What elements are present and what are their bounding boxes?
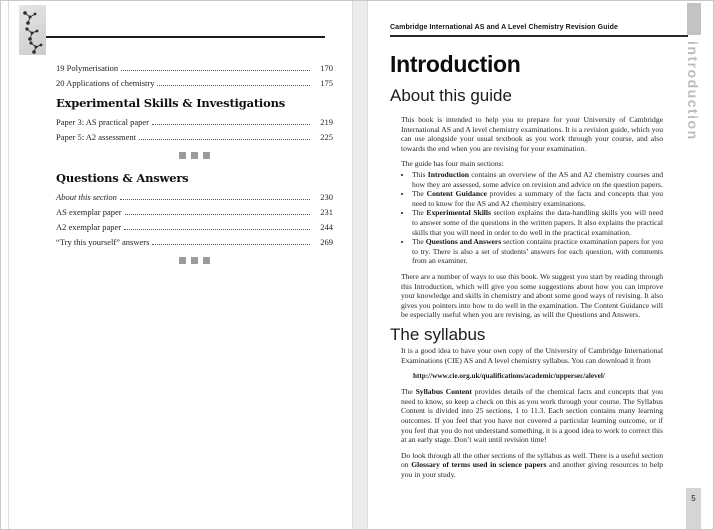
syllabus-heading: The syllabus [390, 324, 486, 344]
toc-entry-page: 175 [320, 78, 333, 88]
toc-entry-page: 231 [320, 207, 333, 217]
toc-entry-label: Paper 5: A2 assessment [56, 132, 137, 142]
bullet-bold: Introduction [427, 169, 469, 179]
separator-square-icon [179, 152, 186, 159]
bullet-text: section explains the data-handling skills you will need to answer some of the questions in the written papers. It also explains the practical skills that you will need in order to do well in the practical examination. [412, 208, 664, 237]
separator-square-icon [203, 257, 210, 264]
section-separator-squares [56, 257, 333, 264]
paragraph-bold: Glossary of terms used in science papers [411, 460, 547, 470]
toc-entry-page: 170 [320, 63, 333, 73]
separator-square-icon [191, 152, 198, 159]
dotted-leader [157, 85, 310, 86]
paragraph-text: Do look through all the other sections of the syllabus as well. There is a useful section on [401, 450, 663, 470]
bullet-bold: Content Guidance [426, 189, 487, 199]
paragraph-glossary [401, 451, 663, 480]
paragraph-about-guide: This book is intended to help you to prepare for your University of Cambridge International AS and A level chemistry examinations. It is a revision guide, which you can use alongside your usual textbook as you work through your course, and also towards the end when you are revising for your examination. [401, 115, 663, 153]
paragraph-syllabus-content [401, 387, 663, 445]
bullet-bold: Questions and Answers [425, 237, 502, 247]
dotted-leader [139, 139, 310, 140]
section-heading-questions-answers: Questions & Answers [56, 171, 189, 185]
toc-row [56, 63, 333, 73]
running-header-rule [390, 35, 688, 37]
toc-entry-page: 225 [320, 132, 333, 142]
bullet-text: The [412, 208, 427, 218]
toc-entry-label: A2 exemplar paper [56, 222, 122, 232]
paragraph-bold: Syllabus Content [415, 387, 472, 397]
page-number: 5 [691, 494, 696, 503]
dotted-leader [152, 124, 310, 125]
dotted-leader [125, 214, 310, 215]
toc-entry-label: About this section [56, 192, 117, 202]
bullet-text: provides a summary of the facts and concepts that you need to know for the AS and A2 chemistry examinations. [412, 189, 663, 208]
separator-square-icon [203, 152, 210, 159]
left-page-contents [9, 1, 352, 530]
section-separator-squares [56, 152, 333, 159]
paragraph-text: The [401, 387, 416, 397]
list-item [412, 208, 663, 237]
list-intro: The guide has four main sections: [401, 159, 504, 169]
edge-tab-block [687, 3, 701, 35]
chapter-title: Introduction [390, 51, 521, 77]
bullet-text: The [412, 237, 426, 247]
right-page-introduction [368, 1, 714, 530]
toc-row [56, 192, 333, 202]
toc-entry-page: 269 [320, 237, 333, 247]
toc-row [56, 222, 333, 232]
toc-row [56, 237, 333, 247]
bullet-bold: Experimental Skills [426, 208, 491, 218]
separator-square-icon [191, 257, 198, 264]
section-subtitle: About this guide [390, 86, 512, 105]
page-number-block [686, 488, 701, 530]
toc-entry-page: 219 [320, 117, 333, 127]
paragraph-text: and another giving resources to help you in your study. [401, 460, 663, 479]
section-heading-experimental-skills: Experimental Skills & Investigations [56, 96, 286, 110]
toc-row [56, 78, 333, 88]
dotted-leader [120, 199, 310, 200]
running-header: Cambridge International AS and A Level Chemistry Revision Guide [390, 24, 619, 31]
toc-entry-label: AS exemplar paper [56, 207, 122, 217]
molecule-ball-stick-graphic [19, 5, 46, 55]
paragraph-text: provides details of the chemical facts and concepts that you need to know, so keep a check on this as you work through your course. The Syllabus Content is divided into 25 sections, 1 to 11.3. Each section contains many learning outcomes. If you feel that you have not covered a particular learning outcome, or if you feel that you do not understand something, it is a good idea to work to correct this at an early stage. Don’t wait until revision time! [401, 387, 663, 445]
toc-entry-label: 20 Applications of chemistry [56, 78, 155, 88]
guide-sections-list [401, 170, 663, 266]
table-of-contents [56, 63, 333, 276]
spread-gutter [352, 1, 368, 530]
list-item [412, 189, 663, 208]
toc-entry-label: “Try this yourself” answers [56, 237, 150, 247]
bullet-text: section contains practice examination papers for you to try. There is also a set of students’ answers for each question, with comments from an examiner. [412, 237, 663, 266]
edge-tab-label: introduction [685, 41, 701, 141]
paragraph-ways-to-use: There are a number of ways to use this book. We suggest you start by reading through this Introduction, which will give you some suggestions about how you can improve your knowledge and skills in chemistry and about some good ways of revising. It also gives you pointers into how to do well in the examination. The Content Guidance will be especially useful when you are revising, as will the Questions and Answers. [401, 271, 663, 320]
molecule-photo [19, 5, 46, 55]
bullet-text: This [412, 169, 428, 179]
paragraph-syllabus-copy: It is a good idea to have your own copy of the University of Cambridge International Examinations (CIE) AS and A level chemistry syllabus. You can download it from [401, 346, 663, 366]
toc-entry-page: 244 [320, 222, 333, 232]
toc-row [56, 207, 333, 217]
list-item [412, 237, 663, 266]
toc-row [56, 117, 333, 127]
bullet-text: The [412, 189, 427, 199]
toc-row [56, 132, 333, 142]
toc-entry-label: 19 Polymerisation [56, 63, 119, 73]
separator-square-icon [179, 257, 186, 264]
list-item [412, 170, 663, 189]
bullet-text: contains an overview of the AS and A2 chemistry courses and how they are assessed, some advice on revision and advice on the question papers. [412, 169, 663, 189]
chapter-rule [46, 36, 325, 38]
dotted-leader [121, 70, 310, 71]
toc-entry-label: Paper 3: AS practical paper [56, 117, 149, 127]
dotted-leader [152, 244, 310, 245]
dotted-leader [124, 229, 310, 230]
syllabus-url: http://www.cie.org.uk/qualifications/academic/uppersec/alevel/ [413, 371, 605, 380]
body-copy [390, 115, 664, 486]
toc-entry-page: 230 [320, 192, 333, 202]
